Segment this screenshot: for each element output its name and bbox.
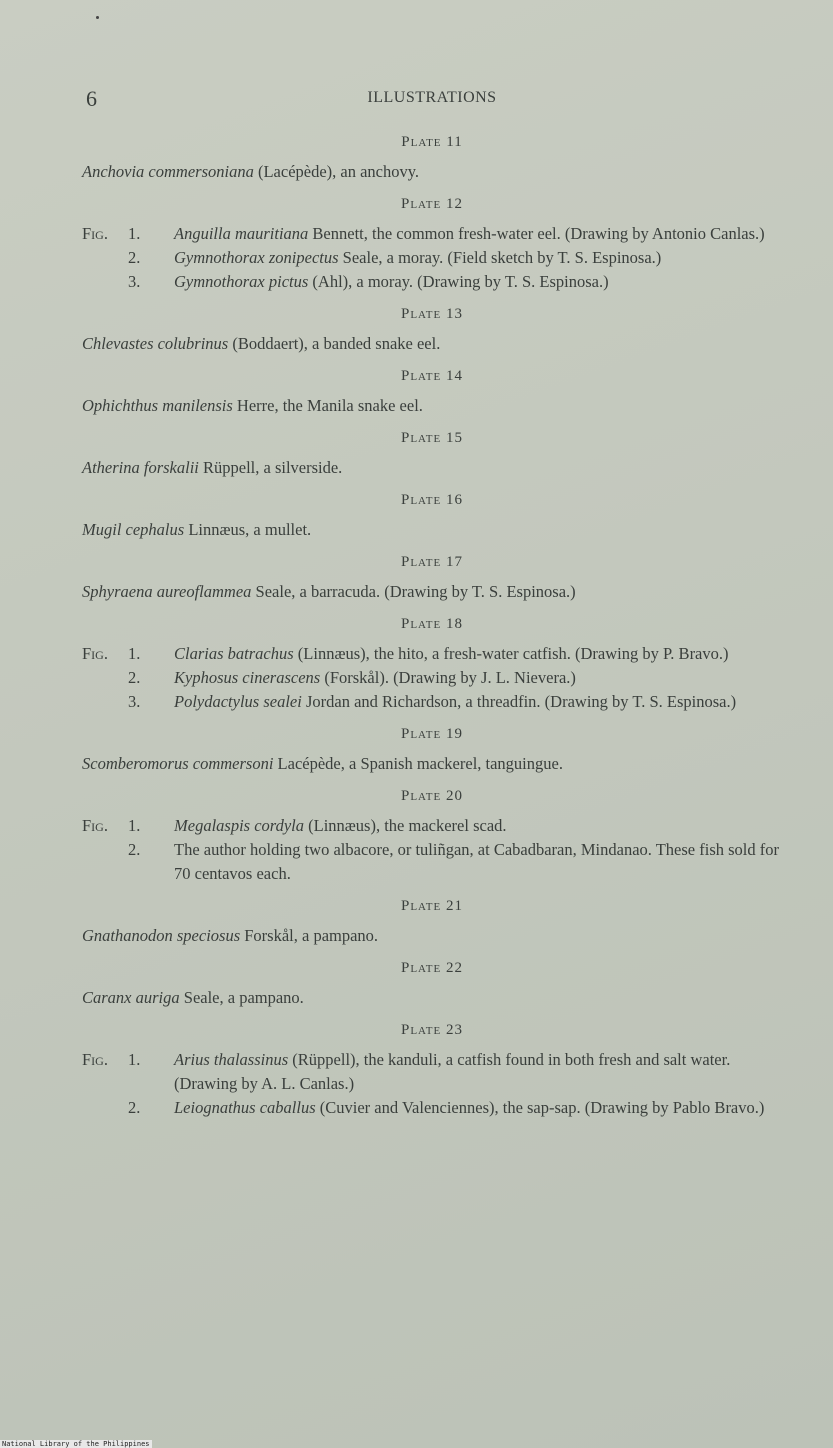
figure-list — [82, 1048, 782, 1120]
plate-caption — [82, 332, 782, 356]
plate-heading: Plate 15 — [401, 430, 463, 446]
plate-caption — [82, 518, 782, 542]
figure-list — [82, 814, 782, 886]
species-name: Anchovia commersoniana — [82, 162, 254, 181]
figure-caption — [82, 270, 782, 294]
plate-caption — [82, 580, 782, 604]
figure-number: 1. — [128, 816, 141, 835]
caption-text: Seale, a moray. (Field sketch by T. S. Espinosa.) — [338, 248, 662, 267]
figure-number: 1. — [128, 224, 141, 243]
species-name: Mugil cephalus — [82, 520, 185, 539]
species-name: Polydactylus sealei — [174, 692, 302, 711]
figure-number: 3. — [128, 692, 141, 711]
figure-number: 3. — [128, 272, 141, 291]
species-name: Arius thalassinus — [174, 1050, 289, 1069]
caption-text: Seale, a pampano. — [179, 988, 304, 1007]
plate-heading: Plate 19 — [401, 726, 463, 742]
caption-text: Lacépède, a Spanish mackerel, tanguingue. — [273, 754, 563, 773]
plate-caption — [82, 924, 782, 948]
species-name: Scomberomorus commersoni — [82, 754, 274, 773]
figure-caption — [82, 1048, 782, 1096]
caption-text: (Linnæus), the mackerel scad. — [304, 816, 507, 835]
figure-number: 2. — [128, 840, 141, 859]
figure-list — [82, 642, 782, 714]
caption-text: (Boddaert), a banded snake eel. — [228, 334, 441, 353]
figure-caption — [82, 814, 782, 838]
species-name: Megalaspis cordyla — [174, 816, 304, 835]
ink-speck — [96, 16, 99, 19]
figure-label: Fig. — [82, 644, 108, 663]
caption-text: Jordan and Richardson, a threadfin. (Drawing by T. S. Espinosa.) — [301, 692, 737, 711]
plate-heading: Plate 14 — [401, 368, 463, 384]
species-name: Ophichthus manilensis — [82, 396, 233, 415]
species-name: Caranx auriga — [82, 988, 180, 1007]
species-name: Gymnothorax zonipectus — [174, 248, 339, 267]
caption-text: Rüppell, a silverside. — [198, 458, 343, 477]
caption-text: (Ahl), a moray. (Drawing by T. S. Espinosa.) — [308, 272, 609, 291]
plate-caption — [82, 456, 782, 480]
plate-heading: Plate 22 — [401, 960, 463, 976]
caption-text: (Lacépède), an anchovy. — [253, 162, 420, 181]
caption-text: Forskål, a pampano. — [240, 926, 379, 945]
plate-heading: Plate 12 — [401, 196, 463, 212]
figure-number: 2. — [128, 1098, 141, 1117]
plate-heading: Plate 18 — [401, 616, 463, 632]
caption-text: (Cuvier and Valenciennes), the sap-sap. (Drawing by Pablo Bravo.) — [315, 1098, 765, 1117]
plate-heading: Plate 20 — [401, 788, 463, 804]
figure-caption — [82, 690, 782, 714]
caption-text: (Rüppell), the kanduli, a catfish found in both fresh and salt water. (Drawing by A. L. Canlas.) — [174, 1050, 731, 1093]
plate-caption — [82, 986, 782, 1010]
plate-heading: Plate 11 — [401, 134, 463, 150]
figure-number: 1. — [128, 644, 141, 663]
caption-text: Herre, the Manila snake eel. — [232, 396, 423, 415]
species-name: Clarias batrachus — [174, 644, 294, 663]
plate-caption — [82, 160, 782, 184]
running-head: ILLUSTRATIONS — [367, 89, 497, 106]
plate-heading: Plate 17 — [401, 554, 463, 570]
plate-list — [82, 134, 782, 1132]
figure-label: Fig. — [82, 816, 108, 835]
species-name: Gnathanodon speciosus — [82, 926, 241, 945]
footer-credit: National Library of the Philippines — [2, 1440, 150, 1448]
plate-heading: Plate 16 — [401, 492, 463, 508]
figure-caption — [82, 838, 782, 886]
figure-caption — [82, 666, 782, 690]
plate-caption — [82, 752, 782, 776]
figure-caption — [82, 642, 782, 666]
species-name: Gymnothorax pictus — [174, 272, 309, 291]
figure-list — [82, 222, 782, 294]
caption-text: Seale, a barracuda. (Drawing by T. S. Espinosa.) — [251, 582, 576, 601]
species-name: Chlevastes colubrinus — [82, 334, 229, 353]
caption-text: Linnæus, a mullet. — [184, 520, 312, 539]
species-name: Kyphosus cinerascens — [174, 668, 321, 687]
figure-label: Fig. — [82, 1050, 108, 1069]
figure-number: 2. — [128, 248, 141, 267]
plate-caption — [82, 394, 782, 418]
figure-caption — [82, 222, 782, 246]
plate-heading: Plate 13 — [401, 306, 463, 322]
figure-caption — [82, 1096, 782, 1120]
species-name: Atherina forskalii — [82, 458, 199, 477]
species-name: Leiognathus caballus — [174, 1098, 316, 1117]
species-name: Anguilla mauritiana — [174, 224, 309, 243]
caption-text: (Linnæus), the hito, a fresh-water catfish. (Drawing by P. Bravo.) — [293, 644, 729, 663]
species-name: Sphyraena aureoflammea — [82, 582, 252, 601]
figure-label: Fig. — [82, 224, 108, 243]
caption-text: Bennett, the common fresh-water eel. (Drawing by Antonio Canlas.) — [308, 224, 765, 243]
plate-heading: Plate 23 — [401, 1022, 463, 1038]
page-header — [86, 86, 778, 116]
figure-number: 1. — [128, 1050, 141, 1069]
page-number: 6 — [86, 86, 97, 111]
caption-text: (Forskål). (Drawing by J. L. Nievera.) — [320, 668, 576, 687]
plate-heading: Plate 21 — [401, 898, 463, 914]
caption-text: The author holding two albacore, or tuliñgan, at Cabadbaran, Mindanao. These fish sold for 70 centavos each. — [174, 840, 779, 883]
figure-caption — [82, 246, 782, 270]
figure-number: 2. — [128, 668, 141, 687]
